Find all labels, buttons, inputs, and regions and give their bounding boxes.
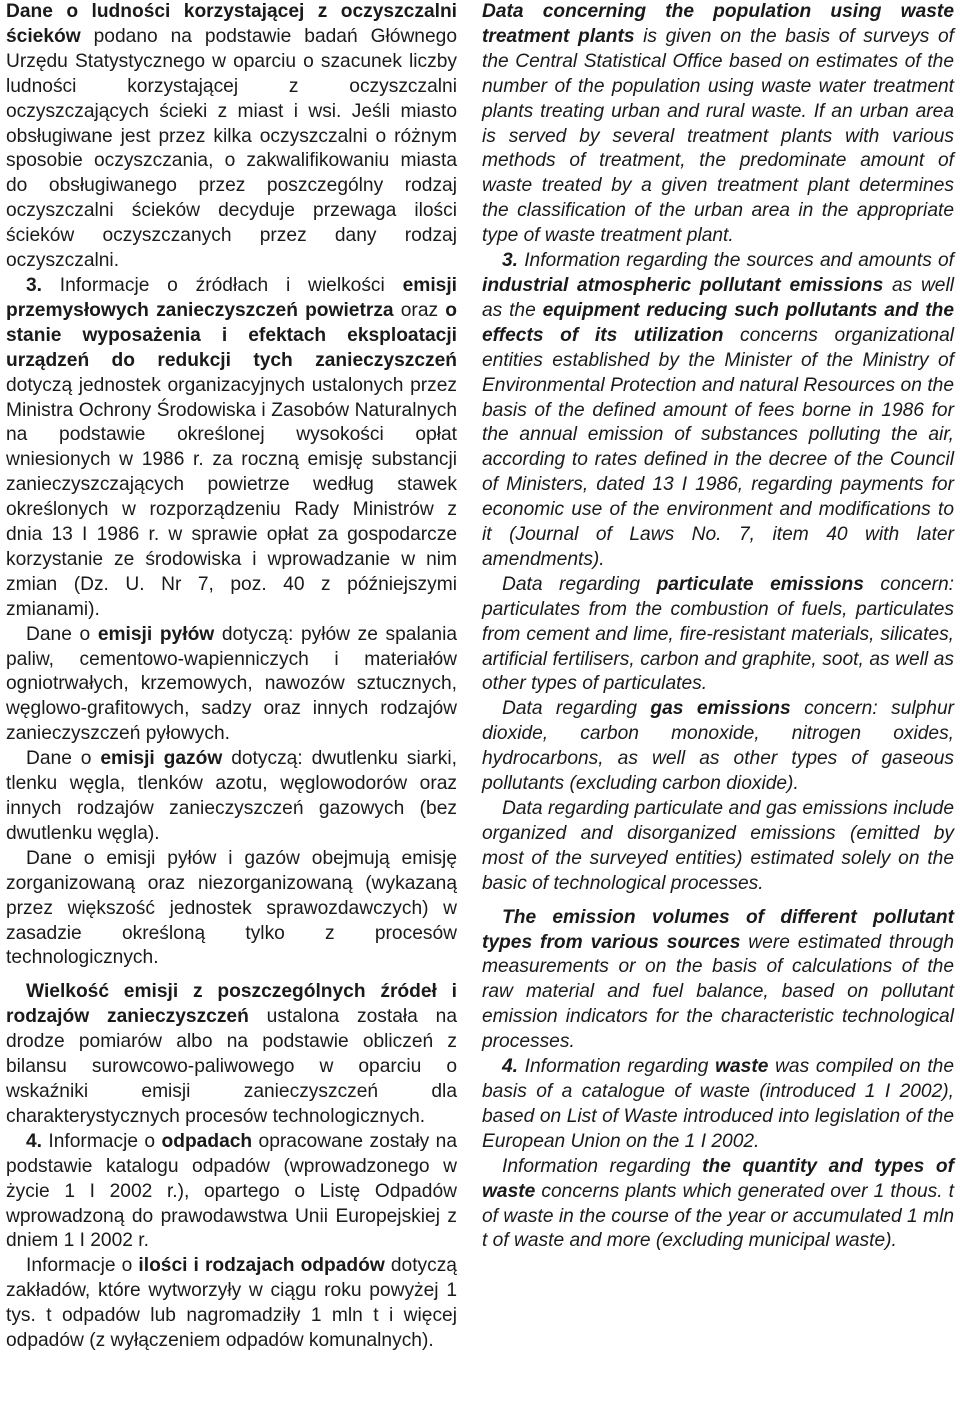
emphasis-text: Data concerning the population using waste treatment plants <box>482 1 954 47</box>
emphasis-text: emisji gazów <box>100 748 223 770</box>
emphasis-text: waste <box>715 1056 769 1078</box>
body-text: dotyczą zakładów, które wytworzyły w ciągu roku powyżej 1 tys. t odpadów lub nagromadziły 1 mln t i więcej odpadów (z wyłączeniem odpadów komunalnych). <box>6 1255 457 1352</box>
emphasis-text: particulate emissions <box>656 573 864 595</box>
english-paragraph-wastewater <box>482 0 954 249</box>
body-text: Data regarding <box>502 698 651 720</box>
english-column <box>482 0 954 1254</box>
emphasis-text: the quantity and types of waste <box>482 1155 954 1202</box>
body-text: dotyczą: pyłów ze spalania paliw, cementowo-wapienniczych i materiałów ogniotrwałych, krzemowych, nawozów sztucznych, węglowo-grafitowych, sadzy oraz innych rodzajów zanieczyszczeń pyłowych. <box>6 623 458 745</box>
polish-paragraph-emission-scope <box>6 847 457 972</box>
polish-paragraph-wastewater <box>6 0 457 274</box>
body-text: Information regarding the sources and amounts of <box>518 250 954 272</box>
emphasis-text: gas emissions <box>650 698 791 720</box>
polish-paragraph-gases <box>6 747 457 847</box>
emphasis-text: ilości i rodzajach odpadów <box>138 1255 385 1277</box>
polish-paragraph-particulates <box>6 623 457 748</box>
body-text: Information regarding <box>518 1056 716 1078</box>
emphasis-text: The emission volumes of different pollutant types from various sources <box>482 906 954 953</box>
emphasis-text: o stanie wyposażenia i efektach eksploatacji urządzeń do redukcji tych zanieczyszczeń <box>6 299 457 371</box>
body-text: Data regarding <box>502 573 657 595</box>
emphasis-text: odpadach <box>161 1130 253 1152</box>
emphasis-text: Wielkość emisji z poszczególnych źródeł i rodzajów zanieczyszczeń <box>6 981 457 1028</box>
body-text: Dane o emisji pyłów i gazów obejmują emisję zorganizowaną oraz niezorganizowaną (wykazaną przez większość jednostek sprawozdawczych) w zasadzie określoną tylko z procesów technologicznych. <box>6 847 457 969</box>
english-paragraph-emission-volume <box>482 906 954 1055</box>
body-text: opracowane zostały na podstawie katalogu odpadów (wprowadzonego w życie 1 I 2002 r.), opartego o Listę Odpadów wprowadzoną do prawodawstwa Unii Europejskiej z dniem 1 I 2002 r. <box>6 1130 457 1252</box>
body-text: podano na podstawie badań Głównego Urzędu Statystycznego w oparciu o szacunek liczby ludności korzystającej z oczyszczalni oczyszczających ścieki z miast i wsi. Jeśli miasto obsługiwane jest przez kilka oczyszczalni o różnym sposobie oczyszczania, o zakwalifikowaniu miasta do obsługiwanego przez poszczególny rodzaj oczyszczalni ścieków decyduje przewaga ilości ścieków oczyszczanych przez dany rodzaj oczyszczalni. <box>6 25 457 272</box>
polish-column <box>6 0 457 1354</box>
body-text: were estimated through measurements or on the basis of calculations of the raw material and fuel balance, based on pollutant emission indicators for the characteristic technological processes. <box>482 931 954 1053</box>
polish-paragraph-air-emissions <box>6 274 457 623</box>
emphasis-text: emisji przemysłowych zanieczyszczeń powietrza <box>6 274 457 321</box>
english-paragraph-emission-scope <box>482 797 954 897</box>
body-text: concerns plants which generated over 1 thous. t of waste in the course of the year or accumulated 1 mln t of waste and more (excluding municipal waste). <box>482 1180 954 1252</box>
emphasis-text: Dane o ludności korzystającej z oczyszczalni ścieków <box>6 1 457 47</box>
emphasis-text: industrial atmospheric pollutant emissions <box>482 274 884 296</box>
emphasis-text: 4. <box>26 1130 43 1152</box>
body-text: Informacje o <box>42 1130 162 1152</box>
body-text: concern: sulphur dioxide, carbon monoxide, nitrogen oxides, hydrocarbons, as well as other types of gaseous pollutants (excluding carbon dioxide). <box>482 698 955 795</box>
polish-paragraph-emission-volume <box>6 980 457 1129</box>
emphasis-text: equipment reducing such pollutants and the effects of its utilization <box>482 299 954 346</box>
body-text: concern: particulates from the combustion of fuels, particulates from cement and lime, fire-resistant materials, silicates, artificial fertilisers, carbon and graphite, soot, as well as other types of particulates. <box>482 573 954 695</box>
body-text: as well as the <box>482 274 954 321</box>
body-text: dotyczą: dwutlenku siarki, tlenku węgla, tlenków azotu, węglowodorów oraz innych rodzajów zanieczyszczeń gazowych (bez dwutlenku węgla). <box>6 748 457 844</box>
emphasis-text: 4. <box>502 1056 519 1078</box>
body-text: Dane o <box>26 748 101 770</box>
polish-paragraph-waste <box>6 1130 457 1255</box>
body-text: Informacje o źródłach i wielkości <box>42 274 403 296</box>
body-text: concerns organizational entities established by the Minister of the Ministry of Environmental Protection and natural Resources on the basis of the defined amount of fees borne in 1986 for the annual emission of substances polluting the air, according to rates defined in the decree of the Council of Ministers, dated 13 I 1986, regarding payments for economic use of the environment and modifications to it (Journal of Laws No. 7, item 40 with later amendments). <box>482 324 954 570</box>
body-text: Information regarding <box>502 1155 703 1177</box>
body-text: was compiled on the basis of a catalogue of waste (introduced 1 I 2002), based on List of Waste introduced into legislation of the European Union on the 1 I 2002. <box>482 1056 955 1152</box>
body-text: Dane o <box>26 623 98 645</box>
body-text: Data regarding particulate and gas emissions include organized and disorganized emissions (emitted by most of the surveyed entities) estimated solely on the basic of technological processes. <box>482 798 954 894</box>
emphasis-text: emisji pyłów <box>97 623 215 645</box>
emphasis-text: 3. <box>26 274 43 296</box>
body-text: ustalona została na drodze pomiarów albo na podstawie obliczeń z bilansu surowcowo-paliwowego w oparciu o wskaźniki emisji zanieczyszczeń dla charakterystycznych procesów technologicznych. <box>6 1006 457 1127</box>
body-text: dotyczą jednostek organizacyjnych ustalonych przez Ministra Ochrony Środowiska i Zasobów Naturalnych na podstawie określonej wysokości opłat wniesionych w 1986 r. za roczną emisję substancji zanieczyszczających powietrze według stawek określonych w rozporządzeniu Rady Ministrów z dnia 13 I 1986 r. w sprawie opłat za gospodarcze korzystanie ze środowiska i wprowadzanie w nim zmian (Dz. U. Nr 7, poz. 40 z późniejszymi zmianami). <box>6 374 457 620</box>
english-paragraph-gases <box>482 697 954 797</box>
english-paragraph-air-emissions <box>482 249 954 573</box>
body-text: Informacje o <box>26 1255 139 1277</box>
english-paragraph-waste <box>482 1055 954 1155</box>
polish-paragraph-waste-quantity <box>6 1254 457 1354</box>
emphasis-text: 3. <box>502 250 519 272</box>
body-text: oraz <box>393 299 446 321</box>
english-paragraph-particulates <box>482 573 954 698</box>
body-text: is given on the basis of surveys of the Central Statistical Office based on estimates of the number of the population using waste water treatment plants treating urban and rural waste. If an urban area is served by several treatment plants with various methods of treatment, the predominate amount of waste treated by a given treatment plant determines the classification of the urban area in the appropriate type of waste treatment plant. <box>482 25 955 247</box>
english-paragraph-waste-quantity <box>482 1155 954 1255</box>
